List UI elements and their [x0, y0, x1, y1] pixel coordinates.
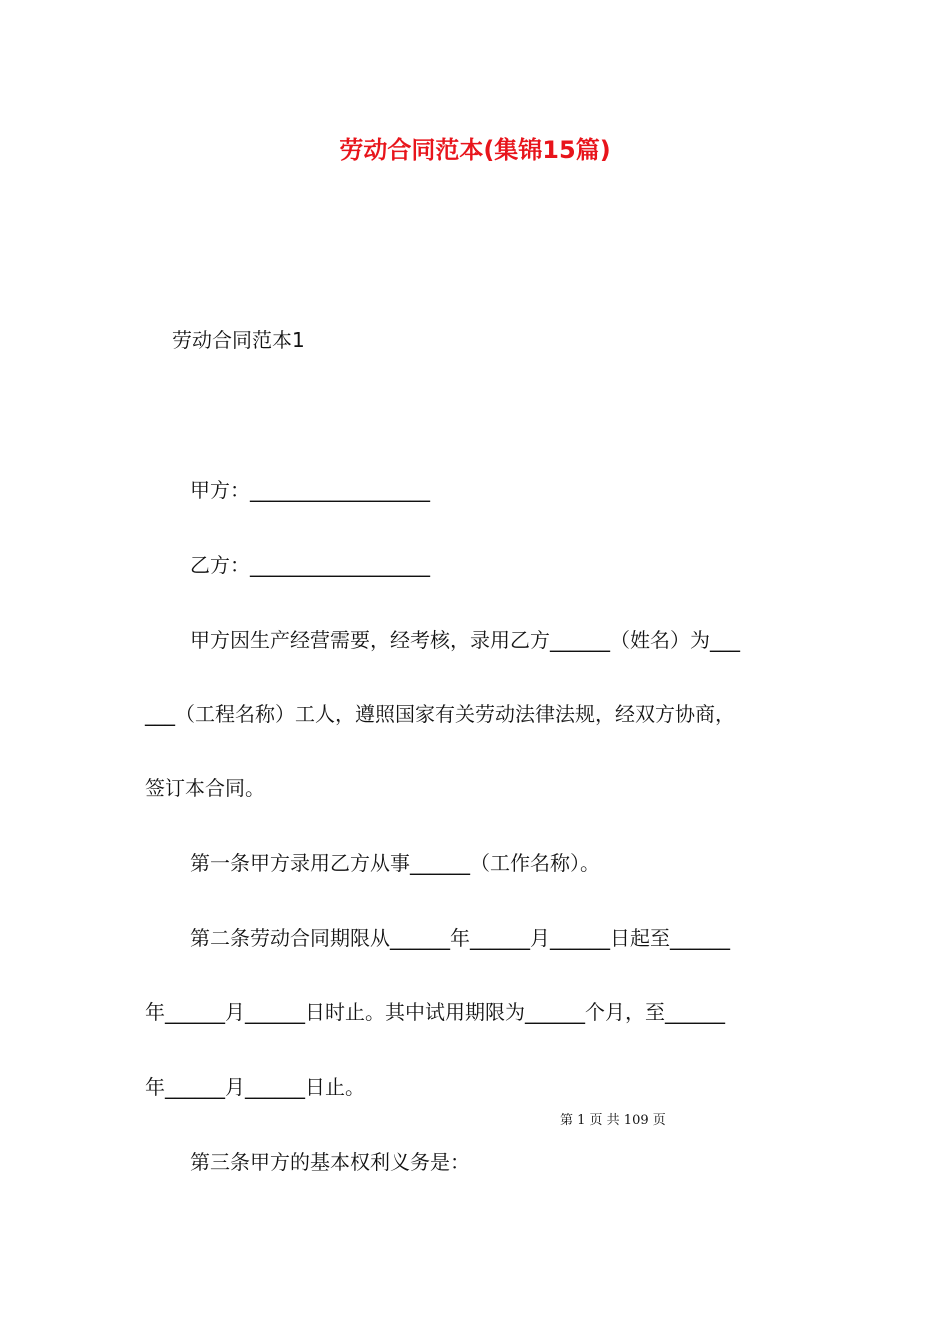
- intro-paragraph-line-2: ___（工程名称）工人，遵照国家有关劳动法律法规，经双方协商，: [145, 702, 735, 726]
- article-2-line-2: 年______月______日时止。其中试用期限为______个月，至______: [145, 1000, 725, 1024]
- article-1-line: 第一条甲方录用乙方从事______（工作名称）。: [190, 851, 600, 875]
- article-2-line-1: 第二条劳动合同期限从______年______月______日起至______: [190, 926, 730, 950]
- intro-paragraph-line-1: 甲方因生产经营需要，经考核，录用乙方______（姓名）为___: [190, 628, 740, 652]
- article-2-line-3: 年______月______日止。: [145, 1075, 365, 1099]
- section-heading: 劳动合同范本1: [172, 328, 305, 352]
- party-b-line: 乙方：__________________: [190, 553, 430, 577]
- article-3-line: 第三条甲方的基本权利义务是：: [190, 1150, 470, 1174]
- party-a-line: 甲方：__________________: [190, 478, 430, 502]
- page-footer: 第 1 页 共 109 页: [560, 1113, 666, 1128]
- intro-paragraph-line-3: 签订本合同。: [145, 776, 265, 800]
- document-title: 劳动合同范本(集锦15篇): [339, 136, 611, 164]
